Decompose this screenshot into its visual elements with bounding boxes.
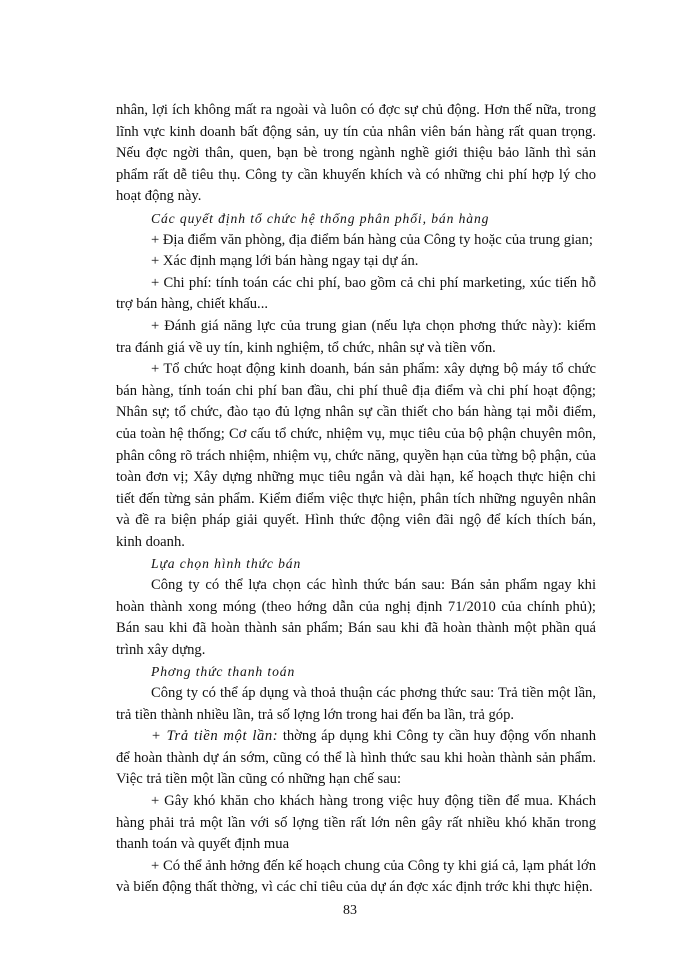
heading-sales-form: Lựa chọn hình thức bán: [151, 556, 302, 572]
paragraph-sales-network: + Xác định mạng lới bán hàng ngay tại dự án.: [151, 253, 419, 270]
one-time-payment-text: thờng áp dụng khi Công ty cần huy động vốn nhanh để hoàn thành dự án sớm, cũng có thể là hình thức sau khi hoàn thành sản phẩm. Việc trả tiền một lần cũng có những hạn chế sau:: [116, 728, 596, 788]
heading-distribution-decisions: Các quyết định tổ chức hệ thống phân phối, bán hàng: [151, 210, 490, 226]
paragraph-plan-impact: + Có thể ảnh hởng đến kế hoạch chung của Công ty khi giá cả, lạm phát lớn và biến động thất thờng, vì các chỉ tiêu của dự án đợc xác định trớc khi thực hiện.: [116, 857, 596, 896]
heading-payment-method: Phơng thức thanh toán: [151, 664, 296, 680]
paragraph-intermediary-evaluation: + Đánh giá năng lực của trung gian (nếu lựa chọn phơng thức này): kiểm tra đánh giá về uy tín, kinh nghiệm, tổ chức, nhân sự và tiền vốn.: [116, 317, 596, 356]
paragraph-one-time-payment: [116, 726, 596, 791]
paragraph-costs: + Chi phí: tính toán các chi phí, bao gồm cả chi phí marketing, xúc tiến hỗ trợ bán hàng, chiết khấu...: [116, 274, 596, 313]
page-number: 83: [343, 903, 357, 918]
paragraph-location: + Địa điểm văn phòng, địa điểm bán hàng của Công ty hoặc của trung gian;: [151, 231, 593, 248]
document-page: [116, 100, 596, 899]
one-time-payment-label: + Trả tiền một lần:: [151, 728, 279, 745]
paragraph-business-organization: + Tổ chức hoạt động kinh doanh, bán sản phẩm: xây dựng bộ máy tổ chức bán hàng, tính toán chi phí ban đầu, chi phí thuê địa điểm và chi phí hoạt động; Nhân sự; tổ chức, đào tạo đủ lợng nhân sự cần thiết cho bán hàng tại mỗi điểm, của toàn hệ thống; Cơ cấu tổ chức, nhiệm vụ, mục tiêu của bộ phận chuyên môn, phân công rõ trách nhiệm, nhiệm vụ, chức năng, quyền hạn của từng bộ phận, của toàn đơn vị; Xây dựng những mục tiêu ngắn và dài hạn, kế hoạch thực hiện chi tiết đến từng sản phẩm. Kiểm điểm việc thực hiện, phân tích những nguyên nhân và đề ra biện pháp giải quyết. Hình thức động viên đãi ngộ để kích thích bán, kinh doanh.: [116, 361, 596, 550]
paragraph-difficulty: + Gây khó khăn cho khách hàng trong việc huy động tiền để mua. Khách hàng phải trả một lần với số lợng tiền rất lớn nên gây rất nhiều khó khăn trong thanh toán và quyết định mua: [116, 793, 596, 853]
paragraph-payment-method: Công ty có thể áp dụng và thoả thuận các phơng thức sau: Trả tiền một lần, trả tiền thành nhiều lần, trả số lợng lớn trong hai đến ba lần, trả góp.: [116, 685, 596, 723]
paragraph-sales-form: Công ty có thể lựa chọn các hình thức bán sau: Bán sản phẩm ngay khi hoàn thành xong móng (theo hớng dẫn của nghị định 71/2010 của chính phủ); Bán sau khi đã hoàn thành sản phẩm; Bán sau khi đã hoàn thành một phần quá trình xây dựng.: [116, 577, 596, 658]
paragraph-intro: nhân, lợi ích không mất ra ngoài và luôn có đợc sự chủ động. Hơn thế nữa, trong lĩnh vực kinh doanh bất động sản, uy tín của nhân viên bán hàng rất quan trọng. Nếu đợc ngời thân, quen, bạn bè trong ngành nghề giới thiệu bảo lãnh thì sản phẩm rất dễ tiêu thụ. Công ty cần khuyến khích và có những chi phí hợp lý cho hoạt động này.: [116, 102, 596, 205]
